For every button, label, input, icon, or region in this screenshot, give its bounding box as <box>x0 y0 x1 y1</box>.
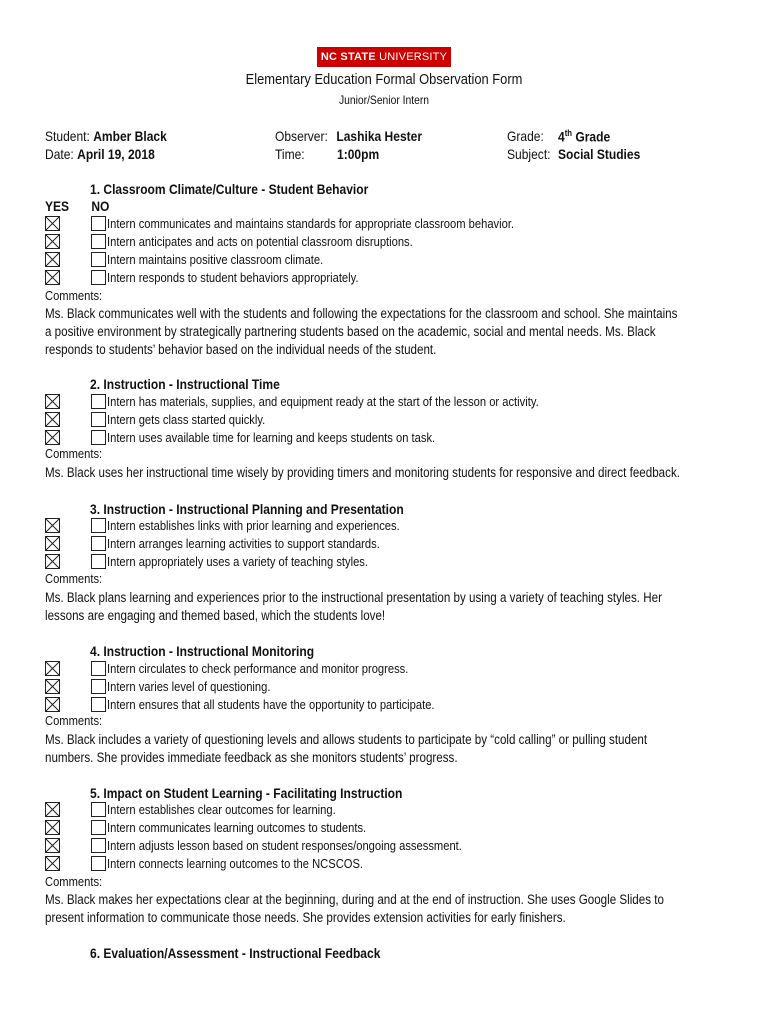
yes-checkbox[interactable] <box>45 270 60 285</box>
criterion-row <box>45 233 745 250</box>
checked-x-icon <box>46 217 59 230</box>
yes-checkbox[interactable] <box>45 518 60 533</box>
time-field <box>275 146 305 162</box>
yes-checkbox[interactable] <box>45 679 60 694</box>
nc-state-logo <box>317 47 451 67</box>
criterion-row <box>45 393 745 410</box>
comments-label: Comments: <box>45 571 103 586</box>
section-title: 6. Evaluation/Assessment - Instructional Feedback <box>90 945 381 961</box>
section-title: 2. Instruction - Instructional Time <box>90 376 280 392</box>
checked-x-icon <box>46 537 59 550</box>
checked-x-icon <box>46 395 59 408</box>
section-title: 4. Instruction - Instructional Monitoring <box>90 643 315 659</box>
yes-checkbox[interactable] <box>45 412 60 427</box>
grade-field <box>507 128 544 144</box>
time-label: Time: <box>275 146 305 162</box>
yes-checkbox[interactable] <box>45 430 60 445</box>
no-checkbox[interactable] <box>91 270 106 285</box>
checked-x-icon <box>46 413 59 426</box>
criterion-row <box>45 696 745 713</box>
no-checkbox[interactable] <box>91 661 106 676</box>
checked-x-icon <box>46 662 59 675</box>
checked-x-icon <box>46 253 59 266</box>
criterion-text: Intern anticipates and acts on potential classroom disruptions. <box>107 234 413 249</box>
criterion-text: Intern communicates and maintains standards for appropriate classroom behavior. <box>107 216 515 231</box>
comment-line: a positive environment by strategically partnering students based on the academic, social and mental needs. Ms. Black <box>45 324 656 339</box>
date-label: Date: <box>45 146 74 162</box>
criterion-text: Intern establishes clear outcomes for learning. <box>107 802 336 817</box>
section-title: 3. Instruction - Instructional Planning and Presentation <box>90 501 404 517</box>
comment-line: numbers. She provides immediate feedback as she monitors students’ progress. <box>45 750 458 765</box>
subject-label: Subject: <box>507 146 551 162</box>
grade-value <box>558 128 610 145</box>
observer-label: Observer: <box>275 128 328 144</box>
checked-x-icon <box>46 271 59 284</box>
no-checkbox[interactable] <box>91 856 106 871</box>
yes-checkbox[interactable] <box>45 252 60 267</box>
criterion-row <box>45 535 745 552</box>
criterion-text: Intern has materials, supplies, and equipment ready at the start of the lesson or activity. <box>107 394 539 409</box>
subject-value: Social Studies <box>558 146 641 162</box>
yes-checkbox[interactable] <box>45 820 60 835</box>
criterion-text: Intern varies level of questioning. <box>107 679 271 694</box>
no-checkbox[interactable] <box>91 697 106 712</box>
criterion-row <box>45 553 745 570</box>
no-checkbox[interactable] <box>91 394 106 409</box>
student-field <box>45 128 167 144</box>
section-title: 5. Impact on Student Learning - Facilitating Instruction <box>90 785 403 801</box>
comments-label: Comments: <box>45 713 103 728</box>
yes-checkbox[interactable] <box>45 394 60 409</box>
criterion-text: Intern circulates to check performance and monitor progress. <box>107 661 409 676</box>
form-subtitle: Junior/Senior Intern <box>338 93 430 107</box>
checked-x-icon <box>46 555 59 568</box>
comment-line: Ms. Black communicates well with the students and following the expectations for the classroom and school. She maintains <box>45 306 678 321</box>
criterion-text: Intern uses available time for learning and keeps students on task. <box>107 430 436 445</box>
section-title: 1. Classroom Climate/Culture - Student Behavior <box>90 181 369 197</box>
yes-checkbox[interactable] <box>45 216 60 231</box>
criterion-text: Intern ensures that all students have the opportunity to participate. <box>107 697 435 712</box>
logo-university: UNIVERSITY <box>379 51 448 63</box>
criterion-text: Intern connects learning outcomes to the NCSCOS. <box>107 856 364 871</box>
no-checkbox[interactable] <box>91 518 106 533</box>
logo-brand: NC STATE <box>320 51 376 63</box>
criterion-text: Intern appropriately uses a variety of teaching styles. <box>107 554 369 569</box>
no-checkbox[interactable] <box>91 536 106 551</box>
criterion-row <box>45 411 745 428</box>
no-checkbox[interactable] <box>91 838 106 853</box>
criterion-row <box>45 429 745 446</box>
yes-checkbox[interactable] <box>45 838 60 853</box>
criterion-row <box>45 819 745 836</box>
criterion-text: Intern maintains positive classroom climate. <box>107 252 324 267</box>
grade-number: 4 <box>558 128 565 145</box>
time-value-wrap <box>337 146 379 162</box>
checked-x-icon <box>46 431 59 444</box>
comments-label: Comments: <box>45 446 103 461</box>
comment-line: responds to students’ behavior based on the individual needs of the student. <box>45 342 437 357</box>
criterion-row <box>45 251 745 268</box>
comment-line: Ms. Black uses her instructional time wisely by providing timers and monitoring students for responsive and direct feedback. <box>45 465 680 480</box>
criterion-row <box>45 678 745 695</box>
yes-checkbox[interactable] <box>45 536 60 551</box>
yes-checkbox[interactable] <box>45 554 60 569</box>
no-checkbox[interactable] <box>91 820 106 835</box>
criterion-text: Intern responds to student behaviors appropriately. <box>107 270 359 285</box>
no-label: NO <box>91 198 110 214</box>
criterion-text: Intern establishes links with prior learning and experiences. <box>107 518 400 533</box>
student-label: Student: <box>45 128 90 144</box>
criterion-row <box>45 837 745 854</box>
date-field <box>45 146 155 162</box>
grade-label: Grade: <box>507 128 544 144</box>
checked-x-icon <box>46 235 59 248</box>
checked-x-icon <box>46 803 59 816</box>
no-checkbox[interactable] <box>91 679 106 694</box>
time-value: 1:00pm <box>337 146 380 162</box>
criterion-text: Intern adjusts lesson based on student responses/ongoing assessment. <box>107 838 462 853</box>
subject-field <box>507 146 551 162</box>
observer-name: Lashika Hester <box>336 128 423 144</box>
checked-x-icon <box>46 821 59 834</box>
checked-x-icon <box>46 698 59 711</box>
comments-label: Comments: <box>45 288 103 303</box>
criterion-text: Intern communicates learning outcomes to students. <box>107 820 367 835</box>
comment-line: Ms. Black makes her expectations clear at the beginning, during and at the end of instruction. She uses Google Slides to <box>45 892 664 907</box>
criterion-text: Intern gets class started quickly. <box>107 412 266 427</box>
criterion-row <box>45 801 745 818</box>
no-checkbox[interactable] <box>91 234 106 249</box>
checked-x-icon <box>46 857 59 870</box>
checked-x-icon <box>46 680 59 693</box>
observer-field <box>275 128 422 144</box>
no-checkbox[interactable] <box>91 430 106 445</box>
no-checkbox[interactable] <box>91 216 106 231</box>
grade-word: Grade <box>575 128 611 145</box>
criterion-row <box>45 215 745 232</box>
comment-line: present information to communicate those needs. She provides extension activities for early finishers. <box>45 910 566 925</box>
student-name: Amber Black <box>93 128 167 144</box>
yes-checkbox[interactable] <box>45 697 60 712</box>
no-checkbox[interactable] <box>91 252 106 267</box>
criterion-row <box>45 855 745 872</box>
criterion-row <box>45 517 745 534</box>
no-checkbox[interactable] <box>91 554 106 569</box>
yes-checkbox[interactable] <box>45 856 60 871</box>
comment-line: Ms. Black plans learning and experiences prior to the instructional presentation by using a variety of teaching styles. Her <box>45 590 662 605</box>
no-checkbox[interactable] <box>91 802 106 817</box>
no-checkbox[interactable] <box>91 412 106 427</box>
checked-x-icon <box>46 839 59 852</box>
comments-label: Comments: <box>45 874 103 889</box>
yes-checkbox[interactable] <box>45 234 60 249</box>
subject-value-wrap <box>558 146 640 162</box>
grade-suffix: th <box>564 128 573 138</box>
criterion-text: Intern arranges learning activities to support standards. <box>107 536 380 551</box>
checked-x-icon <box>46 519 59 532</box>
comment-line: lessons are engaging and themed based, which the students love! <box>45 608 386 623</box>
yes-checkbox[interactable] <box>45 802 60 817</box>
yes-no-header <box>45 198 109 214</box>
yes-label: YES <box>45 198 70 214</box>
yes-checkbox[interactable] <box>45 661 60 676</box>
form-title: Elementary Education Formal Observation Form <box>245 71 523 88</box>
criterion-row <box>45 660 745 677</box>
comment-line: Ms. Black includes a variety of questioning levels and allows students to participate by “cold calling” or pulling student <box>45 732 648 747</box>
criterion-row <box>45 269 745 286</box>
date-value: April 19, 2018 <box>77 146 155 162</box>
